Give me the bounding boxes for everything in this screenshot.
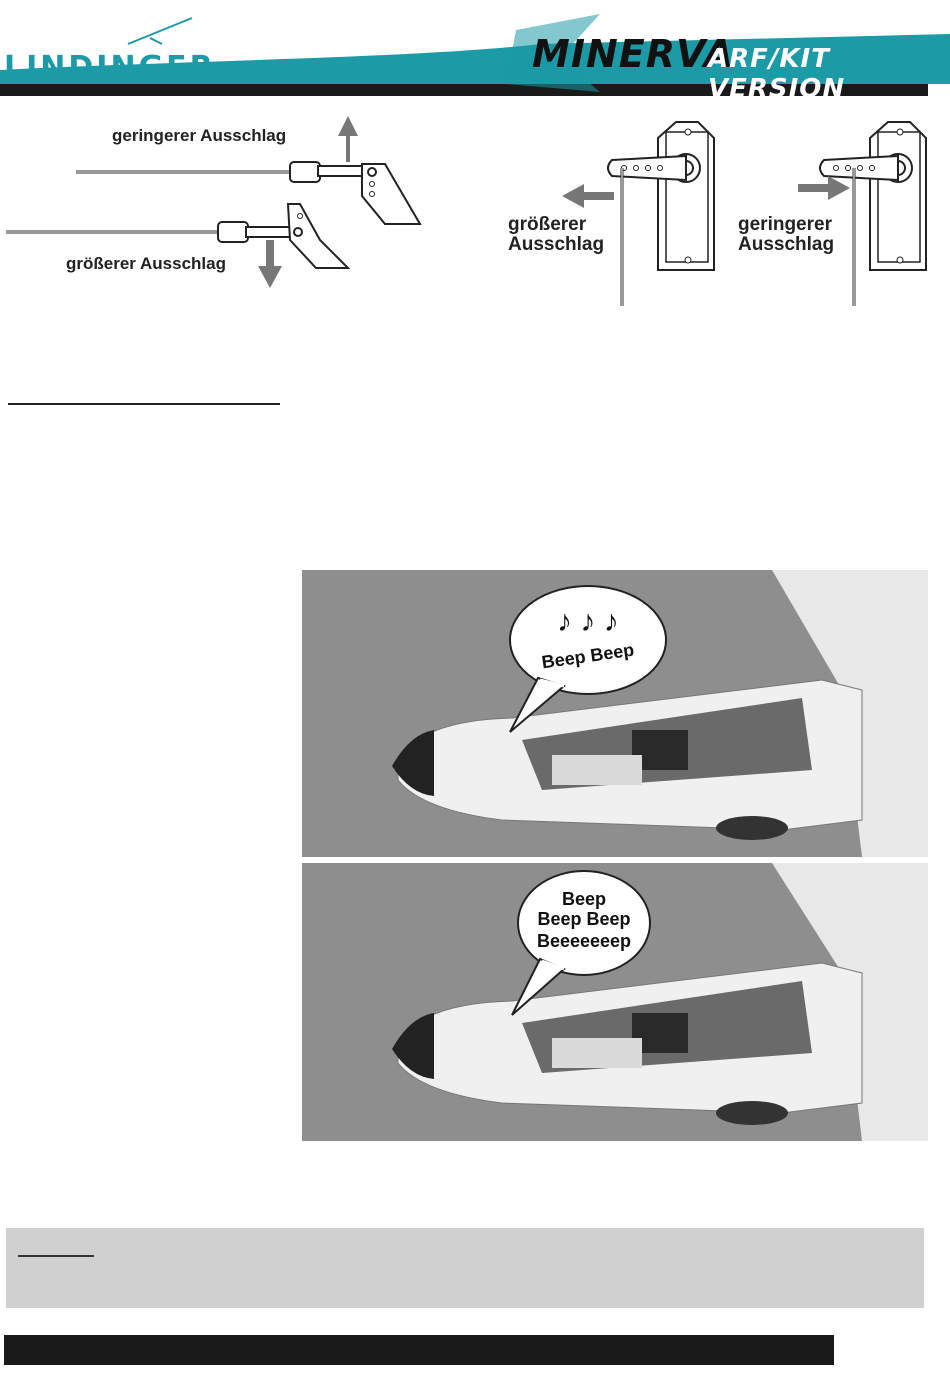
servo-label-right-2: Ausschlag (738, 234, 835, 255)
servo-label-left-2: Ausschlag (508, 234, 605, 255)
horn-label-top: geringerer Ausschlag (112, 126, 287, 145)
bubble-line-1: Beep (561, 889, 606, 909)
servo-diagram-graphic (500, 110, 940, 310)
bubble-line-2: Beep Beep (537, 909, 631, 929)
lindinger-logo-text: LINDINGER (4, 50, 216, 85)
photo-glider-beep-2 (302, 863, 928, 1141)
servo-label-left-1: größerer (508, 214, 587, 235)
note-box (6, 1228, 924, 1308)
note-heading-underline (18, 1255, 94, 1257)
horn-diagram (0, 100, 440, 300)
minerva-logo-text: MINERVA (532, 32, 735, 76)
section-heading-underline (8, 403, 280, 405)
bubble-line-3: Beeeeeeep (536, 931, 632, 951)
version-label: ARF/KIT VERSION (708, 44, 846, 104)
bubble-notes: ♪ ♪ ♪ (557, 605, 619, 638)
servo-label-right-1: geringerer (738, 214, 832, 235)
page-header (0, 0, 950, 104)
bubble-text-top: Beep Beep (540, 639, 636, 673)
photo-glider-beep-1 (302, 570, 928, 857)
servo-diagram (500, 110, 940, 310)
footer-bar (4, 1335, 834, 1365)
horn-label-bottom: größerer Ausschlag (66, 254, 226, 273)
